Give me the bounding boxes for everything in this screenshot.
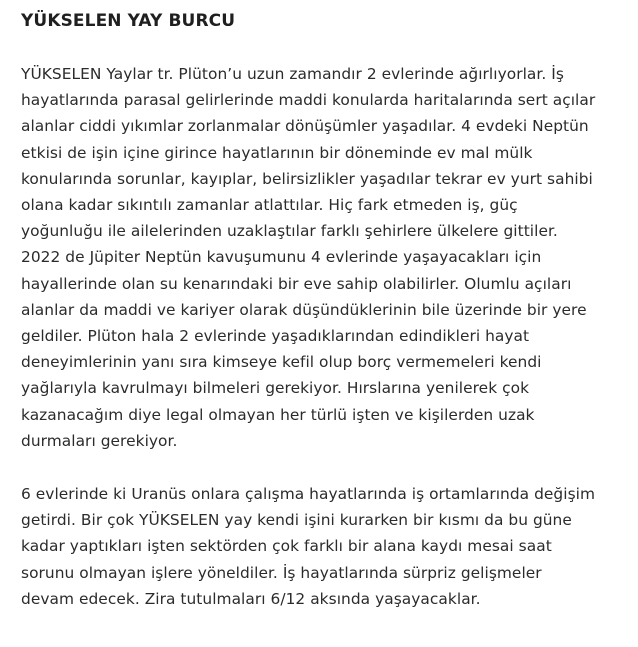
paragraph-line: etkisi de işin içine girince hayatlarının bir döneminde ev mal mülk [21, 143, 533, 162]
article-paragraph-2 [21, 481, 631, 612]
paragraph-line: getirdi. Bir çok YÜKSELEN yay kendi işini kurarken bir kısmı da bu güne [21, 511, 572, 530]
paragraph-line: alanlar da maddi ve kariyer olarak düşündüklerinin bile üzerinde bir yere [21, 300, 587, 319]
paragraph-line: deneyimlerinin yanı sıra kimseye kefil olup borç vermemeleri kendi [21, 353, 542, 372]
paragraph-line: konularında sorunlar, kayıplar, belirsizlikler yaşadılar tekrar ev yurt sahibi [21, 169, 593, 188]
paragraph-line: durmaları gerekiyor. [21, 431, 178, 450]
paragraph-line: 6 evlerinde ki Uranüs onlara çalışma hayatlarında iş ortamlarında değişim [21, 485, 596, 504]
article-title: YÜKSELEN YAY BURCU [21, 11, 236, 31]
paragraph-line: yağlarıyla kavrulmayı bilmeleri gerekiyor. Hırslarına yenilerek çok [21, 379, 530, 398]
article [21, 8, 631, 612]
paragraph-line: sorunu olmayan işlere yöneldiler. İş hayatlarında sürpriz gelişmeler [21, 563, 542, 582]
paragraph-line: yoğunluğu ile ailelerinden uzaklaştılar farklı şehirlere ülkelere gittiler. [21, 222, 558, 241]
paragraph-line: devam edecek. Zira tutulmaları 6/12 aksında yaşayacaklar. [21, 589, 481, 608]
paragraph-line: 2022 de Jüpiter Neptün kavuşumunu 4 evlerinde yaşayacakları için [21, 248, 542, 267]
paragraph-line: hayallerinde olan su kenarındaki bir eve sahip olabilirler. Olumlu açıları [21, 274, 572, 293]
article-paragraph-1 [21, 61, 631, 454]
paragraph-line: alanlar ciddi yıkımlar zorlanmalar dönüşümler yaşadılar. 4 evdeki Neptün [21, 117, 589, 136]
paragraph-line: YÜKSELEN Yaylar tr. Plüton’u uzun zamandır 2 evlerinde ağırlıyorlar. İş [21, 65, 564, 83]
paragraph-line: hayatlarında parasal gelirlerinde maddi konularda haritalarında sert açılar [21, 91, 596, 110]
paragraph-line: geldiler. Plüton hala 2 evlerinde yaşadıklarından edindikleri hayat [21, 327, 530, 346]
paragraph-line: kazanacağım diye legal olmayan her türlü işten ve kişilerden uzak [21, 405, 535, 424]
paragraph-line: kadar yaptıkları işten sektörden çok farklı bir alana kaydı mesai saat [21, 537, 552, 556]
paragraph-line: olana kadar sıkıntılı zamanlar atlattılar. Hiç fark etmeden iş, güç [21, 196, 518, 215]
